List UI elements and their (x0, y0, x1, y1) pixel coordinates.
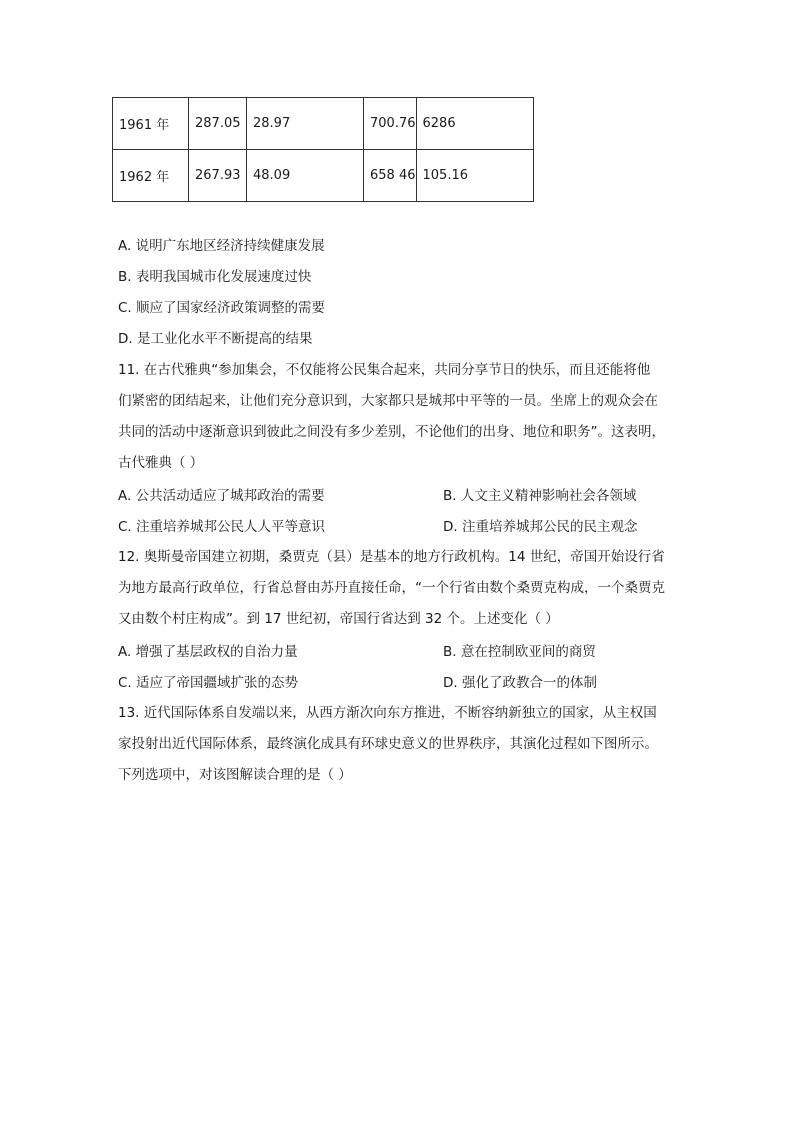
q12-line: 又由数个村庄构成”。到 17 世纪初，帝国行省达到 32 个。上述变化（ ） (118, 611, 559, 627)
q13-stem (118, 698, 678, 791)
table-cell: 1961 年 (113, 98, 189, 150)
q12-option-c: C. 适应了帝国疆域扩张的态势 (118, 675, 299, 691)
table-cell: 1962 年 (113, 150, 189, 202)
q11-option-d: D. 注重培养城邦公民的民主观念 (443, 519, 638, 535)
table-row (113, 98, 534, 150)
q12-stem (118, 542, 678, 635)
table-cell: 267.93 (189, 150, 247, 202)
table-cell: 658 46 (364, 150, 417, 202)
table-row (113, 150, 534, 202)
q11-line: 们紧密的团结起来，让他们充分意识到，大家都只是城邦中平等的一员。坐席上的观众会在 (118, 393, 658, 409)
table-cell: 105.16 (416, 150, 533, 202)
table-cell: 287.05 (189, 98, 247, 150)
q13-line: 13. 近代国际体系自发端以来，从西方渐次向东方推进，不断容纳新独立的国家，从主权国 (118, 705, 657, 721)
table-cell: 6286 (416, 98, 533, 150)
q12-option-d: D. 强化了政教合一的体制 (443, 675, 597, 691)
q11-stem (118, 355, 678, 479)
q11-line: 古代雅典（ ） (118, 455, 204, 471)
table-cell: 48.09 (247, 150, 364, 202)
q12-line: 为地方最高行政单位，行省总督由苏丹直接任命，“一个行省由数个桑贾克构成，一个桑贾克 (118, 580, 665, 596)
q12-option-b: B. 意在控制欧亚间的商贸 (443, 644, 596, 660)
q13-line: 家投射出近代国际体系，最终演化成具有环球史意义的世界秩序，其演化过程如下图所示。 (118, 736, 658, 752)
q10-option-d: D. 是工业化水平不断提高的结果 (118, 331, 313, 347)
q13-line: 下列选项中，对该图解读合理的是（ ） (118, 767, 352, 783)
data-table (112, 97, 534, 202)
table-cell: 28.97 (247, 98, 364, 150)
q12-option-a: A. 增强了基层政权的自治力量 (118, 644, 298, 660)
q12-line: 12. 奥斯曼帝国建立初期，桑贾克（县）是基本的地方行政机构。14 世纪，帝国开始设行省 (118, 549, 665, 565)
q11-line: 11. 在古代雅典“参加集会，不仅能将公民集合起来，共同分享节日的快乐，而且还能将他 (118, 362, 651, 378)
q10-option-c: C. 顺应了国家经济政策调整的需要 (118, 300, 326, 316)
q10-option-b: B. 表明我国城市化发展速度过快 (118, 269, 312, 285)
q11-option-b: B. 人文主义精神影响社会各领域 (443, 488, 637, 504)
table-cell: 700.76 (364, 98, 417, 150)
q10-option-a: A. 说明广东地区经济持续健康发展 (118, 238, 325, 254)
q11-line: 共同的活动中逐渐意识到彼此之间没有多少差别，不论他们的出身、地位和职务”。这表明， (118, 424, 665, 440)
q11-option-a: A. 公共活动适应了城邦政治的需要 (118, 488, 325, 504)
q11-option-c: C. 注重培养城邦公民人人平等意识 (118, 519, 326, 535)
